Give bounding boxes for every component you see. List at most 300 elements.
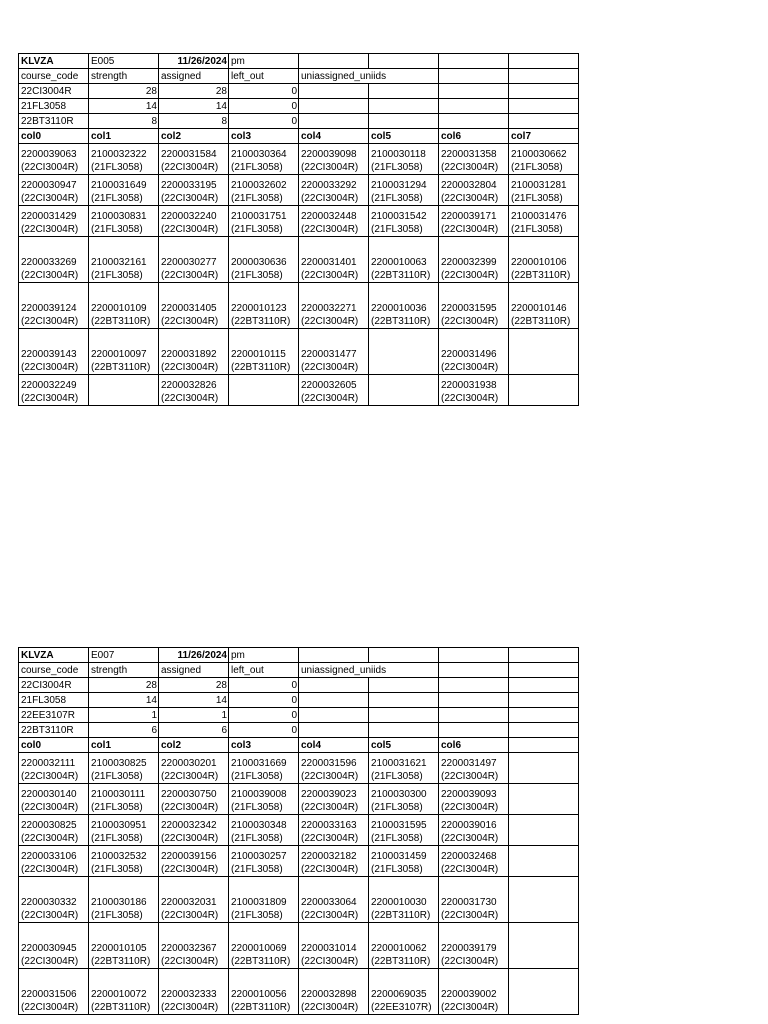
column-header-cell: col3	[229, 129, 299, 144]
strength-cell: 28	[89, 678, 159, 693]
seat-row	[19, 329, 579, 375]
course-code: (22BT3110R)	[91, 1002, 151, 1013]
course-code: (22EE3107R)	[371, 1002, 432, 1013]
empty-cell	[509, 708, 579, 723]
course-code: (21FL3058)	[231, 270, 283, 281]
column-header-cell: col5	[369, 129, 439, 144]
course-code: (22CI3004R)	[441, 362, 499, 373]
student-id: 2200010063	[371, 257, 427, 268]
student-id: 2200069035	[371, 989, 427, 1000]
empty-cell	[369, 84, 439, 99]
seat-cell	[439, 144, 509, 175]
student-id: 2200030947	[21, 180, 77, 191]
seat-cell	[19, 283, 89, 329]
strength-cell: 1	[89, 708, 159, 723]
course-code: (21FL3058)	[371, 833, 423, 844]
seat-cell	[509, 877, 579, 923]
summary-header-cell: uniassigned_uniids	[299, 663, 439, 678]
empty-cell	[299, 708, 369, 723]
seat-cell	[229, 329, 299, 375]
empty-cell	[299, 693, 369, 708]
course-code: (21FL3058)	[231, 771, 283, 782]
seat-cell	[369, 753, 439, 784]
seat-cell	[229, 283, 299, 329]
column-header-cell: col0	[19, 129, 89, 144]
seat-cell	[89, 329, 159, 375]
student-id: 2100030300	[371, 789, 427, 800]
course-code: (22BT3110R)	[511, 316, 571, 327]
empty-cell	[299, 54, 369, 69]
seating-table-e007	[18, 647, 579, 1015]
course-code: (22CI3004R)	[161, 162, 219, 173]
seat-cell	[229, 969, 299, 1015]
course-code: (21FL3058)	[511, 224, 563, 235]
seat-cell	[19, 329, 89, 375]
seating-table-e005	[18, 53, 579, 406]
student-id: 2100031649	[91, 180, 147, 191]
student-id: 2200039156	[161, 851, 217, 862]
course-code: (22CI3004R)	[21, 362, 79, 373]
student-id: 2100031542	[371, 211, 427, 222]
course-code: (22CI3004R)	[21, 771, 79, 782]
course-code: (22CI3004R)	[161, 802, 219, 813]
seat-cell	[509, 784, 579, 815]
header-row	[19, 54, 579, 69]
seat-cell	[159, 175, 229, 206]
seat-cell	[19, 144, 89, 175]
seat-cell	[509, 923, 579, 969]
empty-cell	[369, 54, 439, 69]
empty-cell	[369, 648, 439, 663]
course-code: (22CI3004R)	[21, 270, 79, 281]
course-code: (22CI3004R)	[441, 910, 499, 921]
student-id: 2200030201	[161, 758, 217, 769]
student-id: 2100032322	[91, 149, 147, 160]
course-code: (21FL3058)	[231, 864, 283, 875]
seat-cell	[159, 283, 229, 329]
course-code: (22CI3004R)	[441, 316, 499, 327]
course-code: (22BT3110R)	[231, 316, 291, 327]
empty-cell	[439, 693, 509, 708]
course-code: (21FL3058)	[91, 802, 143, 813]
empty-cell	[439, 708, 509, 723]
seat-cell	[159, 877, 229, 923]
empty-cell	[299, 678, 369, 693]
seat-cell	[299, 329, 369, 375]
course-code: (22CI3004R)	[21, 224, 79, 235]
seat-cell	[19, 846, 89, 877]
course-code: (21FL3058)	[371, 802, 423, 813]
student-id: 2200031477	[301, 349, 357, 360]
empty-cell	[509, 678, 579, 693]
student-id: 2200039016	[441, 820, 497, 831]
seat-cell	[369, 375, 439, 406]
seat-cell	[89, 877, 159, 923]
summary-header-row	[19, 663, 579, 678]
session-cell: pm	[229, 648, 299, 663]
student-id: 2200039143	[21, 349, 77, 360]
course-code: (22CI3004R)	[161, 910, 219, 921]
student-id: 2200010056	[231, 989, 287, 1000]
seat-cell	[19, 375, 89, 406]
seat-cell	[299, 206, 369, 237]
seat-cell	[229, 815, 299, 846]
course-code: (22CI3004R)	[441, 802, 499, 813]
assigned-cell: 28	[159, 678, 229, 693]
seat-cell	[439, 237, 509, 283]
seat-cell	[19, 877, 89, 923]
summary-row	[19, 678, 579, 693]
assigned-cell: 14	[159, 693, 229, 708]
course-code: (21FL3058)	[371, 193, 423, 204]
venue-cell: KLVZA	[19, 648, 89, 663]
empty-cell	[509, 663, 579, 678]
student-id: 2100030348	[231, 820, 287, 831]
student-id: 2200032804	[441, 180, 497, 191]
column-header-row	[19, 129, 579, 144]
course-code: (21FL3058)	[511, 162, 563, 173]
course-code: (21FL3058)	[371, 224, 423, 235]
seat-cell	[439, 877, 509, 923]
student-id: 2200033163	[301, 820, 357, 831]
room-cell: E005	[89, 54, 159, 69]
empty-cell	[369, 114, 439, 129]
student-id: 2200030332	[21, 897, 77, 908]
seat-cell	[369, 969, 439, 1015]
seat-cell	[229, 784, 299, 815]
course-code: (22CI3004R)	[301, 224, 359, 235]
empty-cell	[509, 69, 579, 84]
seat-cell	[439, 329, 509, 375]
student-id: 2200010072	[91, 989, 147, 1000]
course-code: (22CI3004R)	[441, 956, 499, 967]
student-id: 2100030662	[511, 149, 567, 160]
seat-cell	[19, 784, 89, 815]
column-header-cell: col2	[159, 738, 229, 753]
date-cell: 11/26/2024	[159, 648, 229, 663]
empty-cell	[509, 693, 579, 708]
seat-cell	[299, 144, 369, 175]
course-code: (22CI3004R)	[161, 193, 219, 204]
course-code: (22BT3110R)	[91, 362, 151, 373]
student-id: 2100030831	[91, 211, 147, 222]
seat-cell	[439, 375, 509, 406]
student-id: 2100031669	[231, 758, 287, 769]
course-code: (22BT3110R)	[231, 956, 291, 967]
column-header-cell: col4	[299, 129, 369, 144]
student-id: 2200010146	[511, 303, 567, 314]
seat-cell	[159, 753, 229, 784]
seat-cell	[299, 969, 369, 1015]
seat-row	[19, 969, 579, 1015]
seat-cell	[509, 375, 579, 406]
left-out-cell: 0	[229, 693, 299, 708]
student-id: 2100030364	[231, 149, 287, 160]
empty-cell	[369, 708, 439, 723]
student-id: 2100030257	[231, 851, 287, 862]
course-code: (21FL3058)	[91, 910, 143, 921]
assigned-cell: 1	[159, 708, 229, 723]
column-header-cell: col5	[369, 738, 439, 753]
course-code: (21FL3058)	[91, 162, 143, 173]
course-code: (22CI3004R)	[301, 270, 359, 281]
column-header-cell: col1	[89, 129, 159, 144]
student-id: 2200032249	[21, 380, 77, 391]
seat-cell	[299, 237, 369, 283]
student-id: 2200031405	[161, 303, 217, 314]
student-id: 2200030140	[21, 789, 77, 800]
course-code: (22CI3004R)	[21, 864, 79, 875]
student-id: 2200031358	[441, 149, 497, 160]
course-code: (22CI3004R)	[301, 1002, 359, 1013]
course-code: (22CI3004R)	[301, 362, 359, 373]
seat-cell	[89, 923, 159, 969]
seat-cell	[439, 175, 509, 206]
course-code: (22CI3004R)	[441, 224, 499, 235]
empty-cell	[369, 678, 439, 693]
course-code: (22CI3004R)	[21, 956, 79, 967]
assigned-cell: 8	[159, 114, 229, 129]
course-code-cell: 22CI3004R	[19, 84, 89, 99]
summary-header-cell: left_out	[229, 69, 299, 84]
course-code: (22CI3004R)	[441, 833, 499, 844]
seat-cell	[89, 283, 159, 329]
course-code: (21FL3058)	[371, 771, 423, 782]
course-code: (21FL3058)	[231, 802, 283, 813]
course-code: (22BT3110R)	[91, 316, 151, 327]
seat-cell	[19, 206, 89, 237]
student-id: 2200031584	[161, 149, 217, 160]
student-id: 2200031506	[21, 989, 77, 1000]
course-code: (22CI3004R)	[441, 1002, 499, 1013]
seat-cell	[299, 175, 369, 206]
course-code: (21FL3058)	[231, 162, 283, 173]
empty-cell	[439, 678, 509, 693]
course-code: (22BT3110R)	[231, 362, 291, 373]
column-header-cell	[509, 738, 579, 753]
student-id: 2200010109	[91, 303, 147, 314]
seat-cell	[369, 877, 439, 923]
left-out-cell: 0	[229, 99, 299, 114]
student-id: 2200039124	[21, 303, 77, 314]
session-cell: pm	[229, 54, 299, 69]
seat-cell	[439, 815, 509, 846]
student-id: 2200030945	[21, 943, 77, 954]
student-id: 2100031751	[231, 211, 287, 222]
seat-cell	[229, 877, 299, 923]
seat-cell	[89, 144, 159, 175]
seat-row	[19, 784, 579, 815]
course-code: (22CI3004R)	[161, 833, 219, 844]
student-id: 2100030825	[91, 758, 147, 769]
seat-cell	[369, 846, 439, 877]
seat-cell	[159, 375, 229, 406]
seat-cell	[369, 144, 439, 175]
student-id: 2000030636	[231, 257, 287, 268]
seat-cell	[159, 846, 229, 877]
sheet-body	[19, 648, 579, 1015]
student-id: 2200032898	[301, 989, 357, 1000]
student-id: 2200032182	[301, 851, 357, 862]
student-id: 2200032448	[301, 211, 357, 222]
summary-row	[19, 84, 579, 99]
summary-header-cell: left_out	[229, 663, 299, 678]
student-id: 2200030825	[21, 820, 77, 831]
seat-cell	[229, 237, 299, 283]
seat-cell	[369, 237, 439, 283]
summary-header-cell: strength	[89, 69, 159, 84]
student-id: 2100030111	[91, 789, 146, 800]
seat-cell	[89, 784, 159, 815]
column-header-cell: col3	[229, 738, 299, 753]
course-code-cell: 21FL3058	[19, 99, 89, 114]
student-id: 2200033064	[301, 897, 357, 908]
seat-cell	[19, 175, 89, 206]
seat-cell	[19, 753, 89, 784]
column-header-cell: col4	[299, 738, 369, 753]
seat-cell	[369, 923, 439, 969]
summary-row	[19, 708, 579, 723]
seat-cell	[439, 923, 509, 969]
summary-header-cell: uniassigned_uniids	[299, 69, 439, 84]
seat-cell	[159, 237, 229, 283]
seat-cell	[299, 753, 369, 784]
course-code: (21FL3058)	[231, 833, 283, 844]
column-header-row	[19, 738, 579, 753]
student-id: 2200032605	[301, 380, 357, 391]
student-id: 2100030118	[371, 149, 426, 160]
course-code: (22CI3004R)	[21, 193, 79, 204]
seat-cell	[439, 784, 509, 815]
empty-cell	[509, 723, 579, 738]
empty-cell	[439, 54, 509, 69]
student-id: 2200030277	[161, 257, 217, 268]
seat-cell	[509, 175, 579, 206]
student-id: 2200010097	[91, 349, 147, 360]
seat-cell	[509, 329, 579, 375]
course-code: (21FL3058)	[231, 224, 283, 235]
seat-cell	[19, 237, 89, 283]
strength-cell: 14	[89, 99, 159, 114]
course-code: (21FL3058)	[231, 193, 283, 204]
student-id: 2200039002	[441, 989, 497, 1000]
seat-cell	[509, 237, 579, 283]
student-id: 2200031497	[441, 758, 497, 769]
course-code: (22CI3004R)	[161, 771, 219, 782]
empty-cell	[299, 99, 369, 114]
seat-cell	[89, 375, 159, 406]
seat-cell	[299, 375, 369, 406]
course-code: (21FL3058)	[91, 771, 143, 782]
strength-cell: 28	[89, 84, 159, 99]
course-code: (21FL3058)	[371, 864, 423, 875]
seat-cell	[229, 175, 299, 206]
course-code: (22CI3004R)	[301, 393, 359, 404]
student-id: 2100031294	[371, 180, 427, 191]
seat-row	[19, 846, 579, 877]
seat-cell	[509, 753, 579, 784]
course-code: (21FL3058)	[231, 910, 283, 921]
student-id: 2200032271	[301, 303, 357, 314]
student-id: 2200031496	[441, 349, 497, 360]
seat-cell	[299, 923, 369, 969]
empty-cell	[509, 114, 579, 129]
seat-cell	[19, 969, 89, 1015]
course-code: (22CI3004R)	[441, 864, 499, 875]
student-id: 2100031459	[371, 851, 427, 862]
course-code: (22CI3004R)	[161, 864, 219, 875]
column-header-cell: col1	[89, 738, 159, 753]
summary-header-cell: strength	[89, 663, 159, 678]
column-header-cell: col6	[439, 738, 509, 753]
student-id: 2200039171	[441, 211, 497, 222]
course-code: (22BT3110R)	[91, 956, 151, 967]
seat-cell	[159, 815, 229, 846]
summary-header-cell: course_code	[19, 69, 89, 84]
left-out-cell: 0	[229, 678, 299, 693]
seat-cell	[439, 969, 509, 1015]
seat-cell	[159, 329, 229, 375]
seat-cell	[229, 144, 299, 175]
course-code: (21FL3058)	[91, 864, 143, 875]
course-code: (22CI3004R)	[21, 393, 79, 404]
left-out-cell: 0	[229, 708, 299, 723]
summary-header-cell: assigned	[159, 663, 229, 678]
seat-cell	[299, 784, 369, 815]
seat-cell	[369, 175, 439, 206]
student-id: 2200031596	[301, 758, 357, 769]
summary-row	[19, 114, 579, 129]
student-id: 2200039093	[441, 789, 497, 800]
course-code: (22CI3004R)	[301, 771, 359, 782]
student-id: 2200039023	[301, 789, 357, 800]
seat-row	[19, 753, 579, 784]
seat-row	[19, 923, 579, 969]
seat-cell	[89, 969, 159, 1015]
seat-cell	[369, 815, 439, 846]
venue-cell: KLVZA	[19, 54, 89, 69]
student-id: 2100031595	[371, 820, 427, 831]
summary-header-row	[19, 69, 579, 84]
student-id: 2200010115	[231, 349, 286, 360]
assigned-cell: 28	[159, 84, 229, 99]
seat-row	[19, 283, 579, 329]
seat-cell	[159, 784, 229, 815]
course-code: (22CI3004R)	[301, 162, 359, 173]
seat-row	[19, 144, 579, 175]
seat-row	[19, 206, 579, 237]
student-id: 2100031809	[231, 897, 287, 908]
seat-cell	[439, 206, 509, 237]
course-code: (22BT3110R)	[371, 956, 431, 967]
seat-cell	[509, 206, 579, 237]
empty-cell	[299, 723, 369, 738]
empty-cell	[299, 114, 369, 129]
student-id: 2200033195	[161, 180, 217, 191]
course-code: (22CI3004R)	[161, 270, 219, 281]
student-id: 2100032161	[91, 257, 147, 268]
student-id: 2100031281	[511, 180, 567, 191]
student-id: 2200031014	[301, 943, 357, 954]
student-id: 2200032240	[161, 211, 217, 222]
seat-cell	[89, 237, 159, 283]
seat-cell	[89, 206, 159, 237]
student-id: 2200032399	[441, 257, 497, 268]
empty-cell	[509, 99, 579, 114]
course-code: (22CI3004R)	[301, 316, 359, 327]
left-out-cell: 0	[229, 114, 299, 129]
seat-cell	[439, 283, 509, 329]
